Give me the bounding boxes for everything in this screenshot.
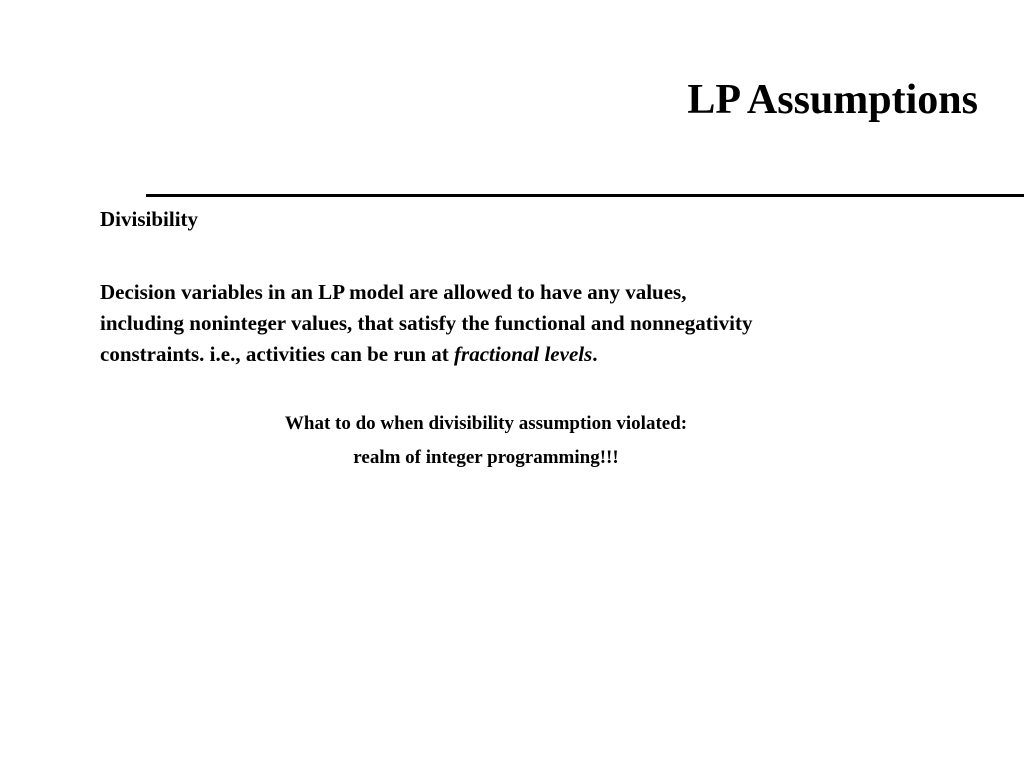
- section-heading: Divisibility: [100, 207, 199, 231]
- violation-question: What to do when divisibility assumption violated:: [284, 413, 688, 434]
- paragraph-line-2: including noninteger values, that satisfy the functional and nonnegativity: [100, 311, 753, 335]
- paragraph-line-3: [100, 339, 920, 370]
- emphasized-phrase: fractional levels: [454, 342, 593, 366]
- paragraph-line-3-text: constraints. i.e., activities can be run at: [100, 342, 455, 366]
- title-divider: [146, 194, 1024, 197]
- paragraph-line-3-period: .: [592, 342, 598, 366]
- definition-paragraph: [100, 277, 920, 370]
- slide-title: LP Assumptions: [687, 77, 978, 123]
- paragraph-line-1: Decision variables in an LP model are allowed to have any values,: [100, 280, 687, 304]
- integer-programming-note: realm of integer programming!!!: [353, 447, 619, 468]
